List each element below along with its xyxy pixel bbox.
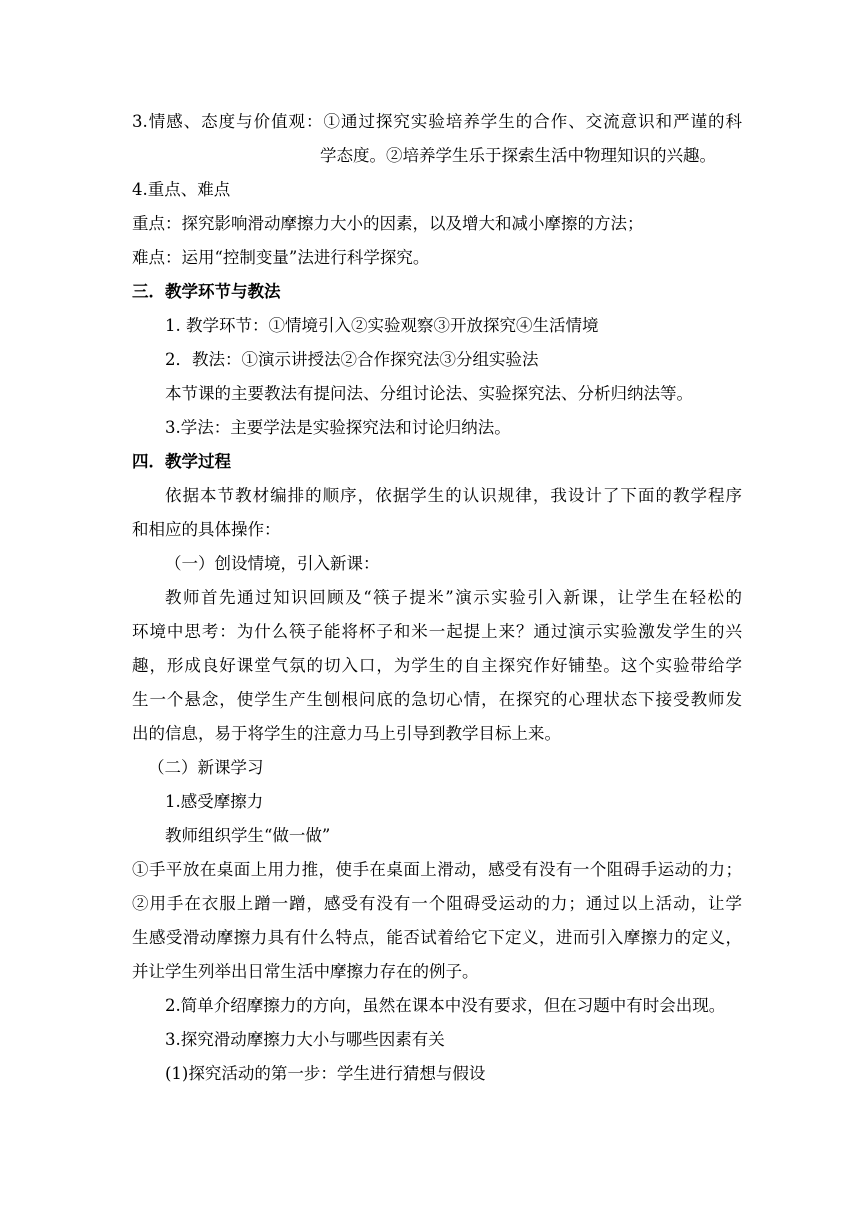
- paragraph-line: 趣，形成良好课堂气氛的切入口，为学生的自主探究作好铺垫。这个实验带给学: [132, 656, 742, 675]
- section-heading: 四．教学过程: [132, 452, 231, 471]
- subsection-heading: （二）新课学习: [148, 758, 264, 777]
- paragraph-line: 依据本节教材编排的顺序，依据学生的认识规律，我设计了下面的教学程序: [165, 486, 742, 505]
- paragraph-line: 本节课的主要教法有提问法、分组讨论法、实验探究法、分析归纳法等。: [165, 384, 693, 403]
- subsection-heading: 3.探究滑动摩擦力大小与哪些因素有关: [165, 1030, 445, 1049]
- paragraph-line: (1)探究活动的第一步：学生进行猜想与假设: [165, 1064, 486, 1083]
- paragraph-line: ②用手在衣服上蹭一蹭，感受有没有一个阻碍受运动的力；通过以上活动，让学: [132, 894, 742, 913]
- paragraph-line: 和相应的具体操作：: [132, 520, 281, 539]
- paragraph-line: 2.简单介绍摩擦力的方向，虽然在课本中没有要求，但在习题中有时会出现。: [165, 996, 726, 1015]
- section-heading: 三．教学环节与教法: [132, 282, 281, 301]
- paragraph-line: 生一个悬念，使学生产生刨根问底的急切心情，在探究的心理状态下接受教师发: [132, 690, 742, 709]
- paragraph-line: ①手平放在桌面上用力推，使手在桌面上滑动，感受有没有一个阻碍手运动的力；: [132, 860, 742, 879]
- paragraph-line: 重点：探究影响滑动摩擦力大小的因素，以及增大和减小摩擦的方法；: [132, 214, 644, 233]
- paragraph-line: 环境中思考：为什么筷子能将杯子和米一起提上来？通过演示实验激发学生的兴: [132, 622, 742, 641]
- paragraph-line: 出的信息，易于将学生的注意力马上引导到教学目标上来。: [132, 724, 561, 743]
- paragraph-line: 教师组织学生“做一做”: [165, 826, 331, 845]
- paragraph-line: 并让学生列举出日常生活中摩擦力存在的例子。: [132, 962, 479, 981]
- subsection-heading: （一）创设情境，引入新课：: [165, 554, 380, 573]
- paragraph-line: 3.学法：主要学法是实验探究法和讨论归纳法。: [165, 418, 511, 437]
- paragraph-line: 学态度。②培养学生乐于探索生活中物理知识的兴趣。: [320, 146, 716, 165]
- section-heading: 4.重点、难点: [132, 180, 231, 199]
- paragraph-line: 难点：运用“控制变量”法进行科学探究。: [132, 248, 430, 267]
- paragraph-line: 生感受滑动摩擦力具有什么特点，能否试着给它下定义，进而引入摩擦力的定义，: [132, 928, 742, 947]
- paragraph-line: 教师首先通过知识回顾及“筷子提米”演示实验引入新课，让学生在轻松的: [165, 588, 742, 607]
- paragraph-line: 2．教法：①演示讲授法②合作探究法③分组实验法: [165, 350, 539, 369]
- subsection-heading: 1.感受摩擦力: [165, 792, 264, 811]
- paragraph-line: 3.情感、态度与价值观：①通过探究实验培养学生的合作、交流意识和严谨的科: [132, 112, 742, 131]
- paragraph-line: 1. 教学环节：①情境引入②实验观察③开放探究④生活情境: [165, 316, 599, 335]
